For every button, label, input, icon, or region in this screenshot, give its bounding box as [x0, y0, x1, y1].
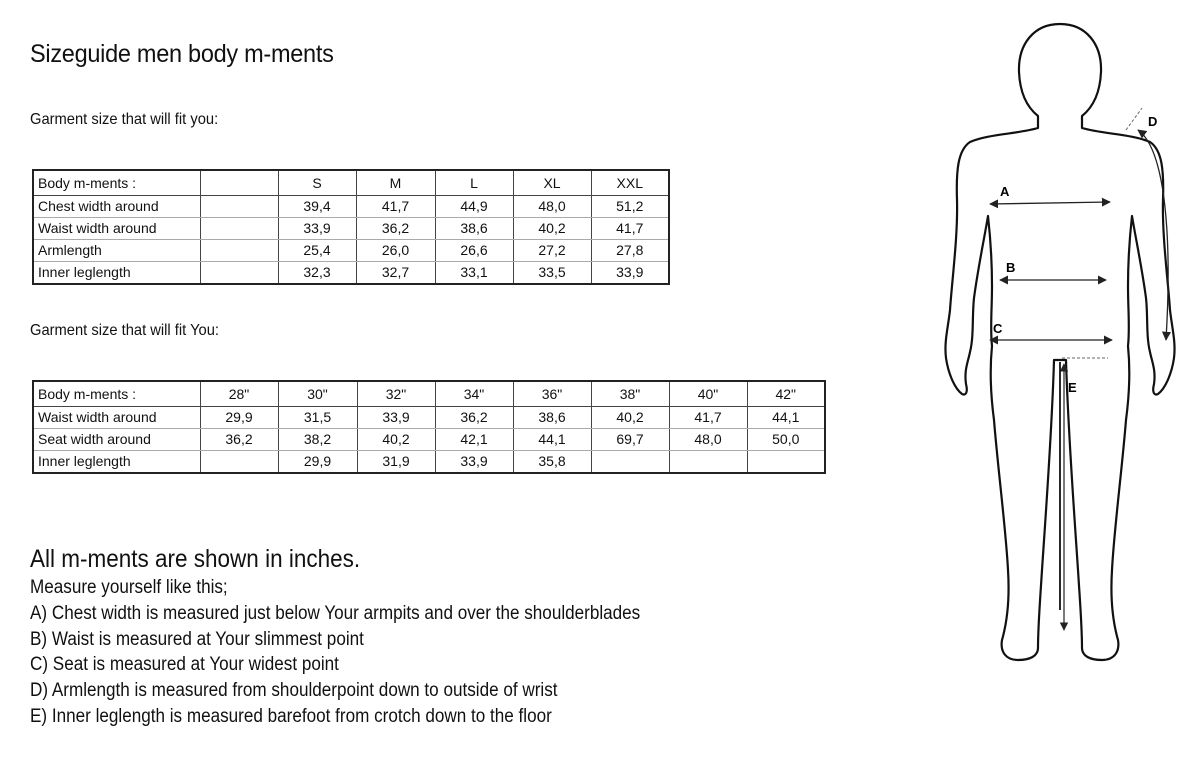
- size-header: 34": [435, 381, 513, 407]
- row-label: Inner leglength: [33, 262, 200, 285]
- section1-subtitle: Garment size that will fit you:: [30, 111, 219, 128]
- row-label: Chest width around: [33, 196, 200, 218]
- row-label: Inner leglength: [33, 451, 200, 474]
- table-row: [33, 240, 669, 262]
- empty-cell: [200, 240, 278, 262]
- notes-intro: Measure yourself like this;: [30, 577, 228, 598]
- section2-subtitle: Garment size that will fit You:: [30, 322, 220, 339]
- table-header-row: [33, 170, 669, 196]
- table-cell: 38,6: [513, 407, 591, 429]
- table-cell: 35,8: [513, 451, 591, 474]
- header-label: Body m-ments :: [33, 170, 200, 196]
- table-row: [33, 429, 825, 451]
- table-cell: 41,7: [669, 407, 747, 429]
- size-header: 38": [591, 381, 669, 407]
- size-header: S: [278, 170, 356, 196]
- table-cell: 44,9: [435, 196, 513, 218]
- table-cell: 38,6: [435, 218, 513, 240]
- table-cell: 44,1: [513, 429, 591, 451]
- table-cell: [669, 451, 747, 474]
- table-cell: 27,8: [591, 240, 669, 262]
- empty-cell: [200, 218, 278, 240]
- note-item: E) Inner leglength is measured barefoot from crotch down to the floor: [30, 705, 552, 727]
- table-cell: 26,6: [435, 240, 513, 262]
- table-row: [33, 407, 825, 429]
- size-header: 32": [357, 381, 435, 407]
- label-c: C: [993, 321, 1003, 336]
- table-cell: 25,4: [278, 240, 356, 262]
- size-table-tops: [32, 169, 670, 285]
- table-cell: 31,5: [278, 407, 357, 429]
- table-cell: 44,1: [747, 407, 825, 429]
- table-cell: 40,2: [513, 218, 591, 240]
- note-item: B) Waist is measured at Your slimmest point: [30, 628, 364, 650]
- table-cell: 31,9: [357, 451, 435, 474]
- table-cell: 40,2: [357, 429, 435, 451]
- size-header: XL: [513, 170, 591, 196]
- table-cell: [200, 451, 278, 474]
- table-cell: [591, 451, 669, 474]
- table-row: [33, 262, 669, 285]
- size-header: 40": [669, 381, 747, 407]
- size-header: 28": [200, 381, 278, 407]
- label-d: D: [1148, 114, 1158, 129]
- page-title: Sizeguide men body m-ments: [30, 40, 334, 68]
- table-cell: 33,9: [435, 451, 513, 474]
- table-cell: 41,7: [356, 196, 435, 218]
- size-header: 36": [513, 381, 591, 407]
- table-cell: 33,1: [435, 262, 513, 285]
- table-row: [33, 196, 669, 218]
- table-cell: 27,2: [513, 240, 591, 262]
- note-item: D) Armlength is measured from shoulderpoint down to outside of wrist: [30, 680, 558, 702]
- label-b: B: [1006, 260, 1016, 275]
- table-cell: 26,0: [356, 240, 435, 262]
- table-cell: 33,9: [357, 407, 435, 429]
- table-cell: 69,7: [591, 429, 669, 451]
- row-label: Armlength: [33, 240, 200, 262]
- table-row: [33, 451, 825, 474]
- table-cell: 48,0: [669, 429, 747, 451]
- size-header: 30": [278, 381, 357, 407]
- table-cell: 51,2: [591, 196, 669, 218]
- shoulder-reference-line: [1126, 108, 1142, 130]
- body-measurement-figure: [930, 10, 1190, 670]
- label-e: E: [1068, 380, 1077, 395]
- table-cell: 40,2: [591, 407, 669, 429]
- table-cell: 38,2: [278, 429, 357, 451]
- table-cell: 33,9: [278, 218, 356, 240]
- size-header: L: [435, 170, 513, 196]
- table-cell: 29,9: [200, 407, 278, 429]
- table-cell: 36,2: [200, 429, 278, 451]
- note-item: A) Chest width is measured just below Your armpits and over the shoulderblades: [30, 602, 641, 624]
- table-cell: 39,4: [278, 196, 356, 218]
- row-label: Waist width around: [33, 218, 200, 240]
- table-cell: 50,0: [747, 429, 825, 451]
- empty-cell: [200, 262, 278, 285]
- table-cell: 29,9: [278, 451, 357, 474]
- table-cell: 33,5: [513, 262, 591, 285]
- size-table-trousers: [32, 380, 826, 474]
- table-row: [33, 218, 669, 240]
- table-cell: 48,0: [513, 196, 591, 218]
- table-cell: 33,9: [591, 262, 669, 285]
- row-label: Seat width around: [33, 429, 200, 451]
- size-header: 42": [747, 381, 825, 407]
- chest-arrow: [990, 202, 1110, 204]
- table-cell: [747, 451, 825, 474]
- table-cell: 32,3: [278, 262, 356, 285]
- empty-cell: [200, 170, 278, 196]
- size-header: M: [356, 170, 435, 196]
- measurement-notes: [30, 543, 640, 730]
- table-cell: 32,7: [356, 262, 435, 285]
- label-a: A: [1000, 184, 1010, 199]
- row-label: Waist width around: [33, 407, 200, 429]
- header-label: Body m-ments :: [33, 381, 200, 407]
- table-cell: 41,7: [591, 218, 669, 240]
- empty-cell: [200, 196, 278, 218]
- notes-heading: All m-ments are shown in inches.: [30, 545, 361, 573]
- table-cell: 36,2: [435, 407, 513, 429]
- note-item: C) Seat is measured at Your widest point: [30, 654, 339, 676]
- table-cell: 42,1: [435, 429, 513, 451]
- table-header-row: [33, 381, 825, 407]
- table-cell: 36,2: [356, 218, 435, 240]
- size-header: XXL: [591, 170, 669, 196]
